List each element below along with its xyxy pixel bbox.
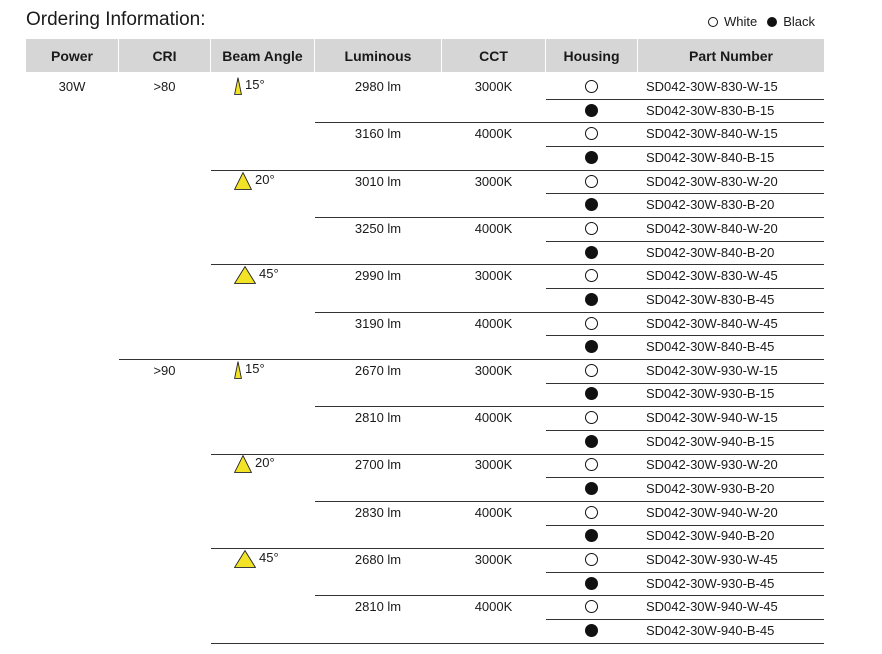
beam-angle-label: 15°	[245, 76, 265, 92]
beam-angle-cell	[234, 550, 279, 568]
legend-white-label: White	[724, 14, 758, 29]
cct-value: 4000K	[474, 316, 513, 331]
part-number: SD042-30W-940-B-15	[646, 434, 775, 449]
row-divider	[546, 335, 824, 336]
black-housing-icon	[585, 246, 598, 259]
row-divider	[119, 359, 824, 360]
luminous-value: 3250 lm	[354, 221, 402, 236]
part-number: SD042-30W-840-B-15	[646, 150, 775, 165]
row-divider	[546, 477, 824, 478]
white-housing-icon	[585, 411, 598, 424]
white-housing-icon	[585, 127, 598, 140]
luminous-value: 2980 lm	[354, 79, 402, 94]
row-divider	[546, 525, 824, 526]
beam-angle-label: 15°	[245, 360, 265, 376]
cct-value: 4000K	[474, 221, 513, 236]
row-divider	[315, 595, 824, 596]
black-housing-icon	[585, 387, 598, 400]
beam-triangle-icon	[234, 455, 252, 473]
white-housing-icon	[585, 458, 598, 471]
white-housing-icon	[585, 175, 598, 188]
row-divider	[546, 619, 824, 620]
housing-legend	[708, 14, 815, 29]
black-housing-icon	[585, 435, 598, 448]
part-number: SD042-30W-840-W-15	[646, 126, 778, 141]
beam-angle-cell	[234, 266, 279, 284]
part-number: SD042-30W-940-W-20	[646, 505, 778, 520]
beam-angle-label: 20°	[255, 454, 275, 470]
part-number: SD042-30W-940-W-45	[646, 599, 778, 614]
row-divider	[315, 217, 824, 218]
white-housing-icon	[585, 80, 598, 93]
luminous-value: 3160 lm	[354, 126, 402, 141]
part-number: SD042-30W-840-W-20	[646, 221, 778, 236]
black-circle-icon	[767, 17, 777, 27]
black-housing-icon	[585, 293, 598, 306]
header-beam-angle: Beam Angle	[211, 39, 314, 72]
black-housing-icon	[585, 340, 598, 353]
row-divider	[546, 288, 824, 289]
header-cct: CCT	[442, 39, 545, 72]
cct-value: 3000K	[474, 552, 513, 567]
beam-angle-label: 45°	[259, 265, 279, 281]
part-number: SD042-30W-830-B-15	[646, 103, 775, 118]
part-number: SD042-30W-830-W-45	[646, 268, 778, 283]
part-number: SD042-30W-940-W-15	[646, 410, 778, 425]
beam-angle-cell	[234, 361, 265, 379]
row-divider	[211, 548, 824, 549]
part-number: SD042-30W-930-W-45	[646, 552, 778, 567]
cct-value: 3000K	[474, 363, 513, 378]
part-number: SD042-30W-930-W-20	[646, 457, 778, 472]
white-housing-icon	[585, 317, 598, 330]
cct-value: 3000K	[474, 268, 513, 283]
part-number: SD042-30W-830-W-20	[646, 174, 778, 189]
cct-value: 3000K	[474, 79, 513, 94]
part-number: SD042-30W-930-B-15	[646, 386, 775, 401]
row-divider	[315, 501, 824, 502]
cri-value: >90	[153, 363, 176, 378]
part-number: SD042-30W-840-B-45	[646, 339, 775, 354]
black-housing-icon	[585, 529, 598, 542]
white-housing-icon	[585, 600, 598, 613]
black-housing-icon	[585, 577, 598, 590]
beam-triangle-icon	[234, 172, 252, 190]
beam-angle-label: 45°	[259, 549, 279, 565]
cct-value: 4000K	[474, 126, 513, 141]
header-power: Power	[26, 39, 118, 72]
cct-value: 4000K	[474, 599, 513, 614]
luminous-value: 2990 lm	[354, 268, 402, 283]
luminous-value: 2670 lm	[354, 363, 402, 378]
row-divider	[546, 146, 824, 147]
cct-value: 4000K	[474, 505, 513, 520]
legend-black-label: Black	[783, 14, 816, 29]
white-circle-icon	[708, 17, 718, 27]
row-divider	[546, 572, 824, 573]
part-number: SD042-30W-940-B-45	[646, 623, 775, 638]
part-number: SD042-30W-830-B-45	[646, 292, 775, 307]
part-number: SD042-30W-830-W-15	[646, 79, 778, 94]
beam-triangle-icon	[234, 361, 242, 379]
row-divider	[211, 170, 824, 171]
row-divider	[211, 454, 824, 455]
row-divider	[315, 406, 824, 407]
row-divider	[315, 312, 824, 313]
black-housing-icon	[585, 151, 598, 164]
white-housing-icon	[585, 553, 598, 566]
beam-triangle-icon	[234, 77, 242, 95]
part-number: SD042-30W-940-B-20	[646, 528, 775, 543]
black-housing-icon	[585, 104, 598, 117]
row-divider	[546, 99, 824, 100]
page-title: Ordering Information:	[26, 9, 206, 30]
row-divider	[546, 430, 824, 431]
beam-angle-cell	[234, 77, 265, 95]
black-housing-icon	[585, 482, 598, 495]
part-number: SD042-30W-930-B-20	[646, 481, 775, 496]
luminous-value: 2810 lm	[354, 599, 402, 614]
row-divider	[211, 643, 824, 644]
cct-value: 4000K	[474, 410, 513, 425]
white-housing-icon	[585, 269, 598, 282]
black-housing-icon	[585, 198, 598, 211]
white-housing-icon	[585, 222, 598, 235]
luminous-value: 3190 lm	[354, 316, 402, 331]
part-number: SD042-30W-830-B-20	[646, 197, 775, 212]
part-number: SD042-30W-930-W-15	[646, 363, 778, 378]
row-divider	[546, 241, 824, 242]
luminous-value: 2830 lm	[354, 505, 402, 520]
beam-angle-cell	[234, 455, 275, 473]
header-housing: Housing	[546, 39, 637, 72]
luminous-value: 3010 lm	[354, 174, 402, 189]
part-number: SD042-30W-930-B-45	[646, 576, 775, 591]
white-housing-icon	[585, 364, 598, 377]
row-divider	[315, 122, 824, 123]
header-cri: CRI	[119, 39, 210, 72]
row-divider	[546, 193, 824, 194]
beam-angle-cell	[234, 172, 275, 190]
beam-triangle-icon	[234, 550, 256, 568]
cct-value: 3000K	[474, 457, 513, 472]
luminous-value: 2700 lm	[354, 457, 402, 472]
part-number: SD042-30W-840-W-45	[646, 316, 778, 331]
cri-value: >80	[153, 79, 176, 94]
beam-triangle-icon	[234, 266, 256, 284]
black-housing-icon	[585, 624, 598, 637]
luminous-value: 2680 lm	[354, 552, 402, 567]
cct-value: 3000K	[474, 174, 513, 189]
part-number: SD042-30W-840-B-20	[646, 245, 775, 260]
beam-angle-label: 20°	[255, 171, 275, 187]
header-part-number: Part Number	[638, 39, 824, 72]
header-luminous: Luminous	[315, 39, 441, 72]
row-divider	[211, 264, 824, 265]
power-value: 30W	[58, 79, 86, 94]
row-divider	[546, 383, 824, 384]
luminous-value: 2810 lm	[354, 410, 402, 425]
white-housing-icon	[585, 506, 598, 519]
